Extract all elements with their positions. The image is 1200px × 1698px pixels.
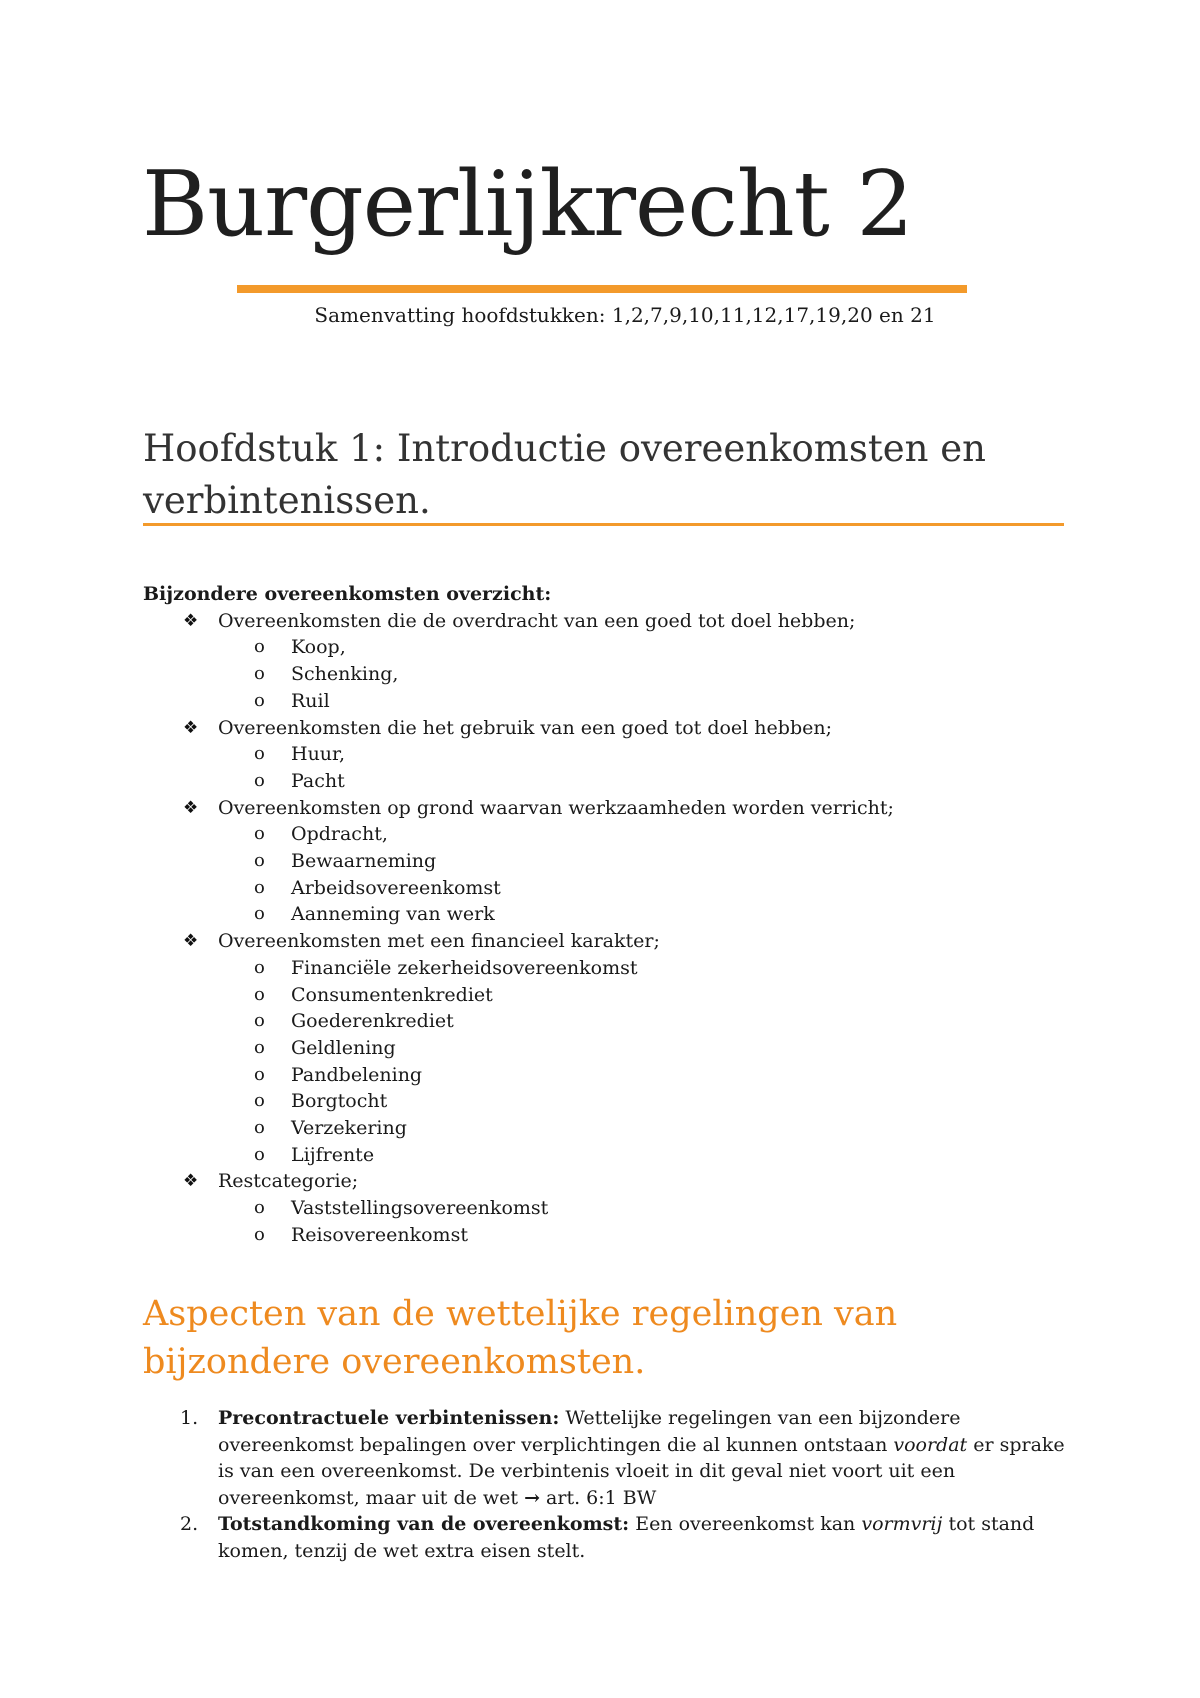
item-number: 1.: [180, 1407, 199, 1429]
sub-item-label: Goederenkrediet: [291, 1010, 454, 1033]
diamond-bullet-icon: ❖: [183, 1171, 199, 1192]
chapter-heading: Hoofdstuk 1: Introductie overeenkomsten en verbintenissen.: [143, 427, 986, 522]
list-item: [143, 661, 1073, 688]
circle-bullet-icon: o: [254, 956, 265, 978]
category-list: [143, 608, 1073, 1249]
chapter-heading-underline: [143, 523, 1064, 526]
list-item: [143, 901, 1073, 928]
diamond-bullet-icon: ❖: [183, 797, 199, 818]
sub-item-label: Lijfrente: [291, 1143, 375, 1166]
list-item: [143, 795, 1073, 929]
list-item: [143, 715, 1073, 795]
circle-bullet-icon: o: [254, 769, 265, 791]
list-item: [143, 821, 1073, 848]
circle-bullet-icon: o: [254, 743, 265, 765]
list-item: [143, 1035, 1073, 1062]
overview-label: Bijzondere overeenkomsten overzicht:: [143, 583, 552, 605]
sub-item-label: Arbeidsovereenkomst: [291, 876, 501, 899]
item-number: 2.: [180, 1513, 199, 1535]
aspect-term: Totstandkoming van de overeenkomst:: [218, 1513, 630, 1535]
list-item: [143, 1008, 1073, 1035]
circle-bullet-icon: o: [254, 1143, 265, 1165]
category-label: Overeenkomsten met een financieel karakter;: [218, 930, 660, 953]
circle-bullet-icon: o: [254, 1223, 265, 1245]
sub-item-label: Borgtocht: [291, 1090, 388, 1113]
sub-list: [218, 821, 1073, 928]
aspects-heading: Aspecten van de wettelijke regelingen van bijzondere overeenkomsten.: [143, 1294, 898, 1382]
sub-item-label: Ruil: [291, 689, 330, 712]
sub-item-label: Verzekering: [291, 1117, 407, 1140]
list-item: [143, 1222, 1073, 1249]
circle-bullet-icon: o: [254, 1090, 265, 1112]
circle-bullet-icon: o: [254, 823, 265, 845]
aspect-text: art. 6:1 BW: [540, 1486, 657, 1509]
sub-list: [218, 634, 1073, 714]
circle-bullet-icon: o: [254, 663, 265, 685]
list-item: [143, 928, 1073, 1168]
list-item: [143, 1115, 1073, 1142]
list-item: [143, 955, 1073, 982]
document-title: Burgerlijkrecht 2: [142, 152, 913, 257]
aspects-list: [143, 1405, 1073, 1564]
sub-item-label: Consumentenkrediet: [291, 983, 493, 1006]
aspect-text: tot stand komen, tenzij de wet extra eisen stelt.: [218, 1513, 1035, 1562]
circle-bullet-icon: o: [254, 636, 265, 658]
list-item: [143, 848, 1073, 875]
sub-item-label: Reisovereenkomst: [291, 1223, 468, 1246]
circle-bullet-icon: o: [254, 1010, 265, 1032]
circle-bullet-icon: o: [254, 1117, 265, 1139]
category-label: Overeenkomsten op grond waarvan werkzaamheden worden verricht;: [218, 796, 894, 819]
sub-item-label: Schenking,: [291, 663, 399, 686]
sub-item-label: Vaststellingsovereenkomst: [291, 1197, 549, 1220]
category-label: Overeenkomsten die de overdracht van een goed tot doel hebben;: [218, 609, 856, 632]
list-item: [143, 1168, 1073, 1248]
sub-list: [218, 955, 1073, 1169]
title-underline: [237, 285, 967, 293]
circle-bullet-icon: o: [254, 1036, 265, 1058]
list-item: [143, 1511, 1073, 1564]
sub-item-label: Koop,: [291, 636, 346, 659]
sub-item-label: Financiële zekerheidsovereenkomst: [291, 956, 638, 979]
list-item: [143, 982, 1073, 1009]
list-item: [143, 688, 1073, 715]
circle-bullet-icon: o: [254, 689, 265, 711]
sub-item-label: Opdracht,: [291, 823, 388, 846]
list-item: [143, 741, 1073, 768]
diamond-bullet-icon: ❖: [183, 931, 199, 952]
document-subtitle: Samenvatting hoofdstukken: 1,2,7,9,10,11,12,17,19,20 en 21: [314, 303, 936, 327]
sub-list: [218, 741, 1073, 794]
list-item: [143, 768, 1073, 795]
arrow-right-icon: →: [524, 1486, 540, 1509]
aspect-emphasis: voordat: [893, 1433, 968, 1456]
aspect-text: er sprake is van een overeenkomst. De verbintenis vloeit in dit geval niet voort uit een overeenkomst, maar uit de wet: [218, 1433, 1065, 1509]
circle-bullet-icon: o: [254, 1063, 265, 1085]
category-label: Overeenkomsten die het gebruik van een goed tot doel hebben;: [218, 716, 832, 739]
list-item: [143, 1195, 1073, 1222]
sub-item-label: Bewaarneming: [291, 850, 437, 873]
sub-list: [218, 1195, 1073, 1248]
aspect-term: Precontractuele verbintenissen:: [218, 1407, 560, 1429]
sub-item-label: Pacht: [291, 769, 345, 792]
category-label: Restcategorie;: [218, 1170, 359, 1193]
circle-bullet-icon: o: [254, 850, 265, 872]
overview-section: [143, 581, 1073, 1249]
list-item: [143, 634, 1073, 661]
aspect-text: Een overeenkomst kan: [629, 1513, 862, 1535]
circle-bullet-icon: o: [254, 1197, 265, 1219]
list-item: [143, 875, 1073, 902]
diamond-bullet-icon: ❖: [183, 610, 199, 631]
sub-item-label: Pandbelening: [291, 1063, 423, 1086]
sub-item-label: Huur,: [291, 743, 346, 766]
list-item: [143, 1142, 1073, 1169]
sub-item-label: Aanneming van werk: [291, 903, 495, 926]
circle-bullet-icon: o: [254, 876, 265, 898]
diamond-bullet-icon: ❖: [183, 717, 199, 738]
circle-bullet-icon: o: [254, 983, 265, 1005]
list-item: [143, 608, 1073, 715]
circle-bullet-icon: o: [254, 903, 265, 925]
list-item: [143, 1088, 1073, 1115]
aspect-text: Wettelijke regelingen van een bijzondere overeenkomst bepalingen over verplichtingen die al kunnen ontstaan: [218, 1407, 961, 1456]
list-item: [143, 1062, 1073, 1089]
list-item: [143, 1405, 1073, 1511]
sub-item-label: Geldlening: [291, 1036, 396, 1059]
aspect-emphasis: vormvrij: [861, 1513, 943, 1535]
